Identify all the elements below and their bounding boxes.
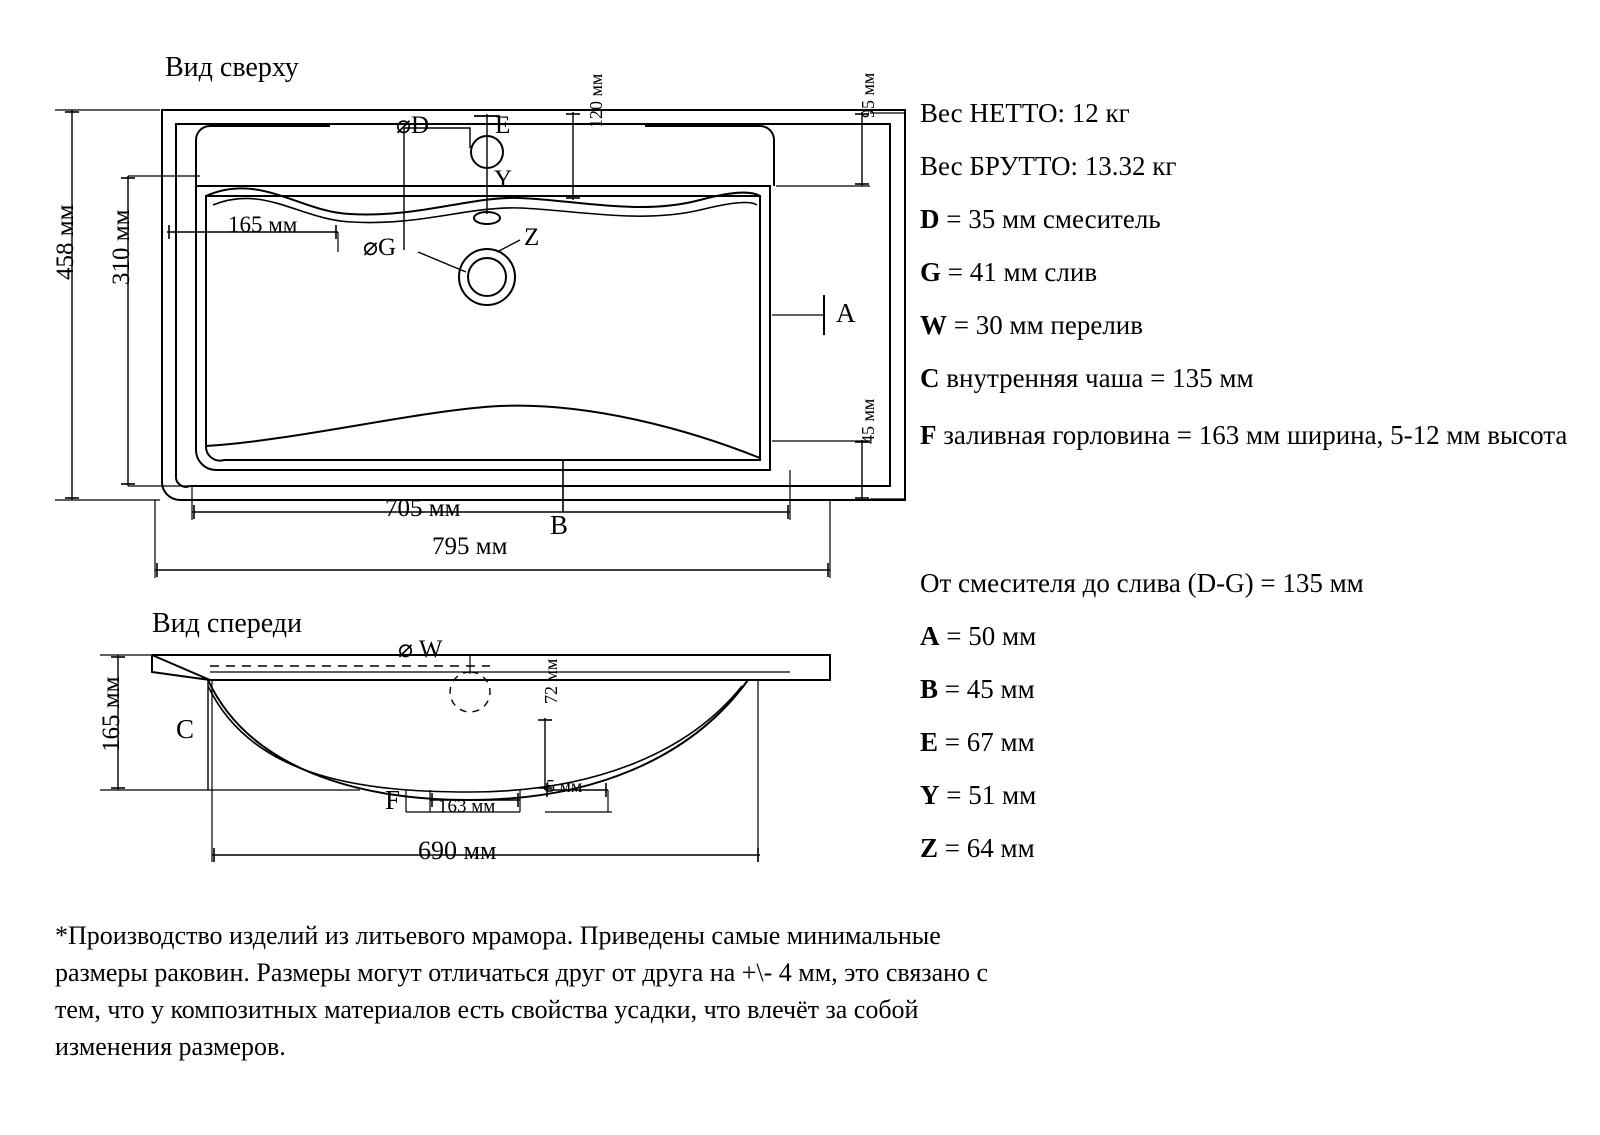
marker-e-label: E	[495, 112, 511, 139]
spec-key: G	[920, 257, 942, 287]
dim-705: 705 мм	[385, 495, 461, 522]
spec-item	[920, 259, 1580, 286]
marker-b-label: B	[550, 510, 569, 540]
measurement-key: A	[920, 621, 940, 651]
dim-310: 310 мм	[108, 209, 135, 285]
marker-c-label: C	[176, 714, 195, 744]
measurement-item	[920, 623, 1580, 650]
measurement-text: = 51 мм	[939, 780, 1037, 810]
measurement-text: = 67 мм	[938, 727, 1035, 757]
spec-text: = 41 мм слив	[941, 257, 1098, 287]
dim-5: 5 мм	[546, 776, 583, 796]
spec-key: F	[920, 420, 937, 450]
measurement-item	[920, 729, 1580, 756]
measurement-item	[920, 782, 1580, 809]
marker-y-label: Y	[494, 166, 513, 193]
dim-45: 45 мм	[858, 398, 878, 444]
spec-text: заливная горловина = 163 мм ширина, 5-12 мм высота	[936, 420, 1568, 450]
measurements-list	[920, 570, 1580, 888]
spec-text: = 35 мм смеситель	[939, 204, 1161, 234]
measurement-text: = 50 мм	[939, 621, 1037, 651]
front-view-title: Вид спереди	[152, 608, 303, 639]
spec-text: Вес НЕТТО: 12 кг	[920, 98, 1130, 128]
measurement-item	[920, 570, 1580, 597]
dim-95: 95 мм	[858, 72, 878, 118]
measurement-key: Z	[920, 833, 939, 863]
spec-key: W	[920, 310, 947, 340]
dim-163: 163 мм	[438, 796, 496, 817]
measurement-item	[920, 835, 1580, 862]
spec-item	[920, 365, 1580, 392]
spec-item	[920, 206, 1580, 233]
dim-690: 690 мм	[418, 836, 497, 865]
diameter-w-label: ⌀ W	[398, 636, 443, 663]
dim-120: 120 мм	[586, 73, 606, 128]
diameter-g-label: ⌀G	[363, 234, 397, 261]
spec-key: C	[920, 363, 940, 393]
diameter-d-label: ⌀D	[396, 112, 430, 139]
measurement-key: E	[920, 727, 939, 757]
specifications-list	[920, 100, 1580, 479]
measurement-text: = 64 мм	[938, 833, 1035, 863]
measurement-item	[920, 676, 1580, 703]
marker-z-label: Z	[524, 224, 540, 251]
spec-item	[920, 418, 1580, 453]
dim-458: 458 мм	[52, 204, 79, 280]
dim-72: 72 мм	[541, 658, 561, 704]
spec-text: Вес БРУТТО: 13.32 кг	[920, 151, 1177, 181]
measurement-key: Y	[920, 780, 940, 810]
spec-text: = 30 мм перелив	[947, 310, 1143, 340]
measurement-key: B	[920, 674, 939, 704]
marker-a-label: A	[836, 298, 856, 328]
dim-795: 795 мм	[432, 533, 508, 560]
measurement-text: От смесителя до слива (D-G) = 135 мм	[920, 568, 1364, 598]
dim-165-top: 165 мм	[228, 212, 298, 237]
marker-f-label: F	[385, 785, 401, 815]
measurement-text: = 45 мм	[938, 674, 1035, 704]
spec-item	[920, 100, 1580, 127]
spec-item	[920, 153, 1580, 180]
footnote-text: *Производство изделий из литьевого мрамора. Приведены самые минимальные размеры раковин. Размеры могут отличаться друг от друга на +\- 4 мм, это связано с тем, что у композитных материалов есть свойства усадки, что влечёт за собой изменения размеров.	[55, 921, 989, 1061]
top-view-title: Вид сверху	[165, 52, 299, 83]
spec-key: D	[920, 204, 940, 234]
spec-text: внутренняя чаша = 135 мм	[939, 363, 1254, 393]
spec-item	[920, 312, 1580, 339]
dim-165-front: 165 мм	[98, 676, 125, 752]
